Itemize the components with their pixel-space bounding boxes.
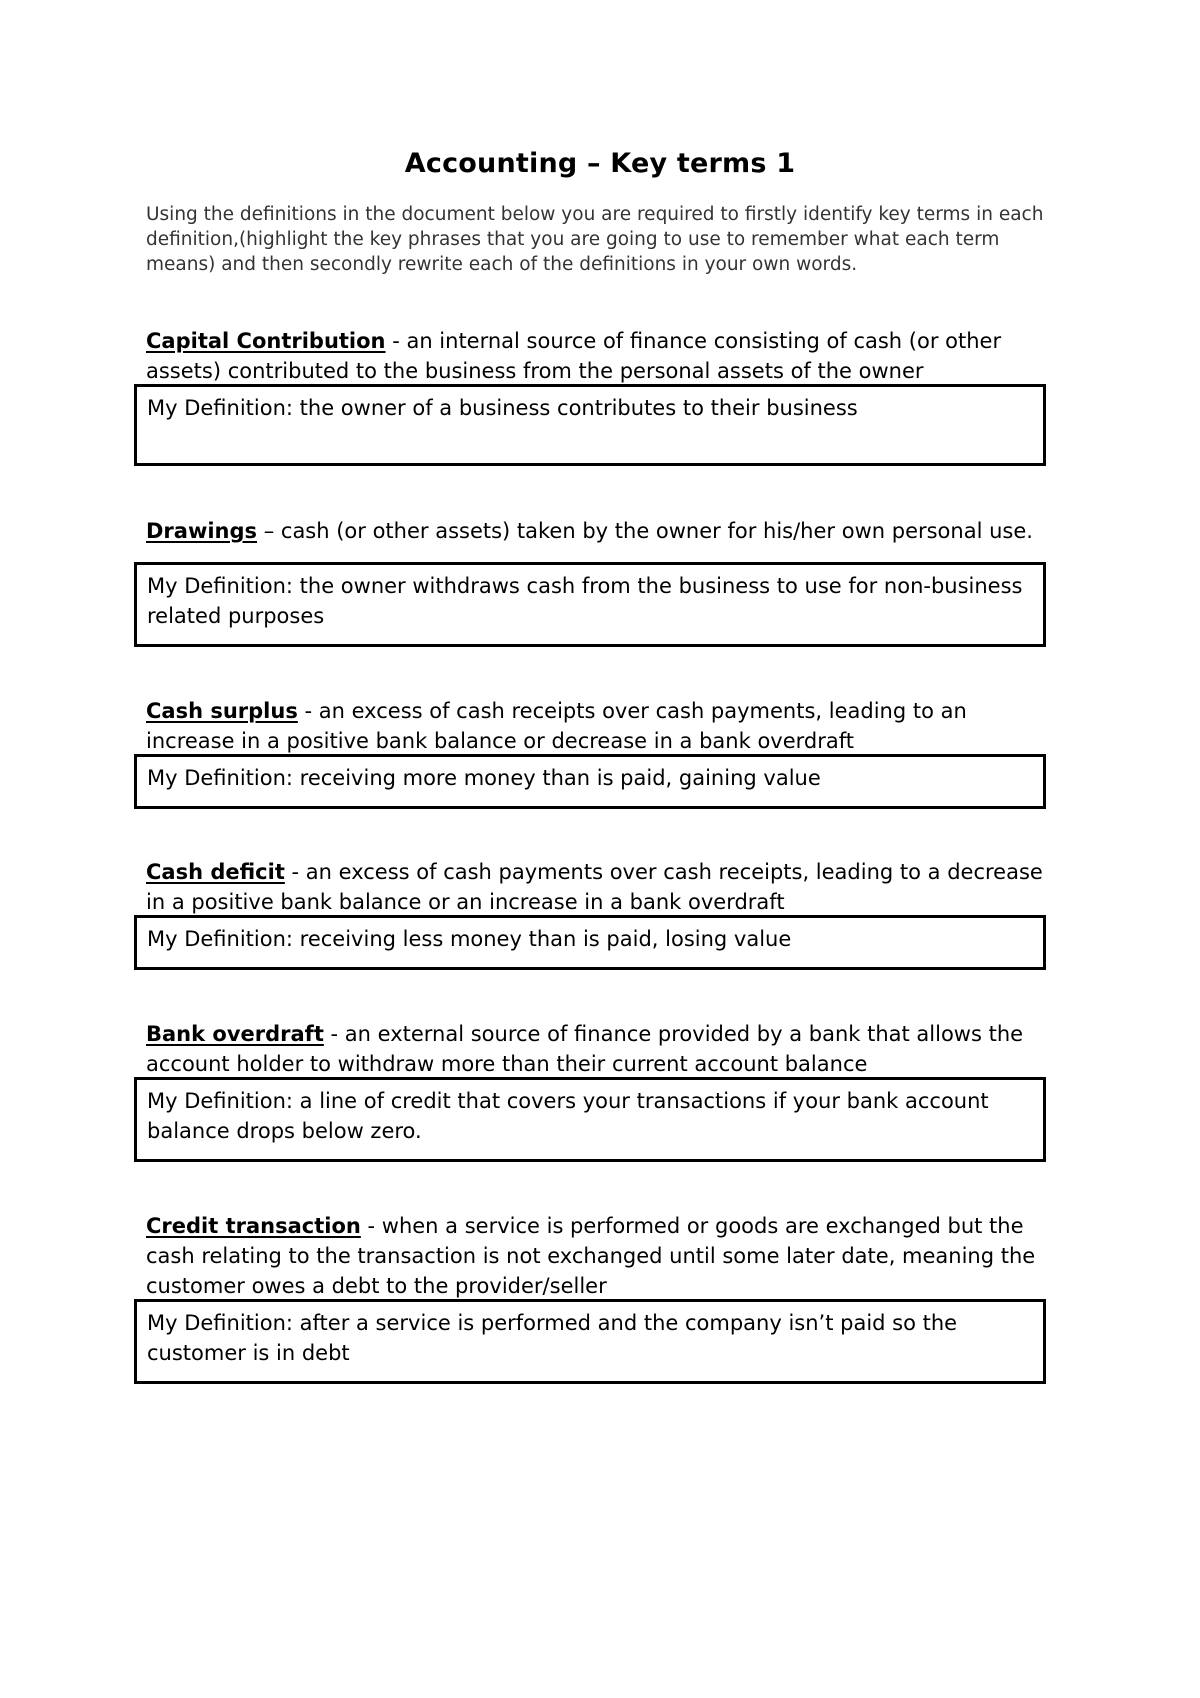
term-name: Capital Contribution — [146, 329, 386, 353]
my-definition-text: My Definition: a line of credit that covers your transactions if your bank account balance drops below zero. — [147, 1089, 989, 1143]
term-name: Drawings — [146, 519, 258, 543]
term-cash-surplus — [146, 696, 1046, 756]
term-name: Bank overdraft — [146, 1022, 324, 1046]
term-name: Credit transaction — [146, 1214, 361, 1238]
page-title: Accounting – Key terms 1 — [404, 148, 796, 179]
my-definition-box[interactable] — [134, 384, 1046, 466]
my-definition-text: My Definition: the owner of a business contributes to their business — [147, 396, 858, 420]
my-definition-text: My Definition: receiving less money than is paid, losing value — [147, 927, 792, 951]
term-capital-contribution — [146, 326, 1046, 386]
my-definition-box[interactable] — [134, 1077, 1046, 1162]
instructions-text: Using the definitions in the document below you are required to firstly identify key terms in each definition,(highlight the key phrases that you are going to use to remember what each term means) and then secondly rewrite each of the definitions in your own words. — [146, 204, 1044, 275]
term-definition: - an excess of cash receipts over cash payments, leading to an increase in a positive bank balance or decrease in a bank overdraft — [146, 699, 967, 753]
term-definition: - an internal source of finance consisting of cash (or other assets) contributed to the business from the personal assets of the owner — [146, 329, 1002, 383]
term-credit-transaction — [146, 1211, 1046, 1301]
term-bank-overdraft — [146, 1019, 1046, 1079]
term-drawings — [146, 516, 1046, 546]
my-definition-box[interactable] — [134, 562, 1046, 647]
my-definition-text: My Definition: after a service is performed and the company isn’t paid so the customer is in debt — [147, 1311, 958, 1365]
my-definition-text: My Definition: the owner withdraws cash from the business to use for non-business related purposes — [147, 574, 1023, 628]
term-name: Cash surplus — [146, 699, 298, 723]
term-name: Cash deficit — [146, 860, 285, 884]
term-definition: - an excess of cash payments over cash receipts, leading to a decrease in a positive bank balance or an increase in a bank overdraft — [146, 860, 1043, 914]
term-cash-deficit — [146, 857, 1046, 917]
term-definition: - an external source of finance provided by a bank that allows the account holder to withdraw more than their current account balance — [146, 1022, 1024, 1076]
my-definition-text: My Definition: receiving more money than is paid, gaining value — [147, 766, 821, 790]
term-definition: - when a service is performed or goods are exchanged but the cash relating to the transaction is not exchanged until some later date, meaning the customer owes a debt to the provider/seller — [146, 1214, 1036, 1298]
term-definition: – cash (or other assets) taken by the owner for his/her own personal use. — [257, 519, 1033, 543]
my-definition-box[interactable] — [134, 915, 1046, 970]
my-definition-box[interactable] — [134, 1299, 1046, 1384]
my-definition-box[interactable] — [134, 754, 1046, 809]
